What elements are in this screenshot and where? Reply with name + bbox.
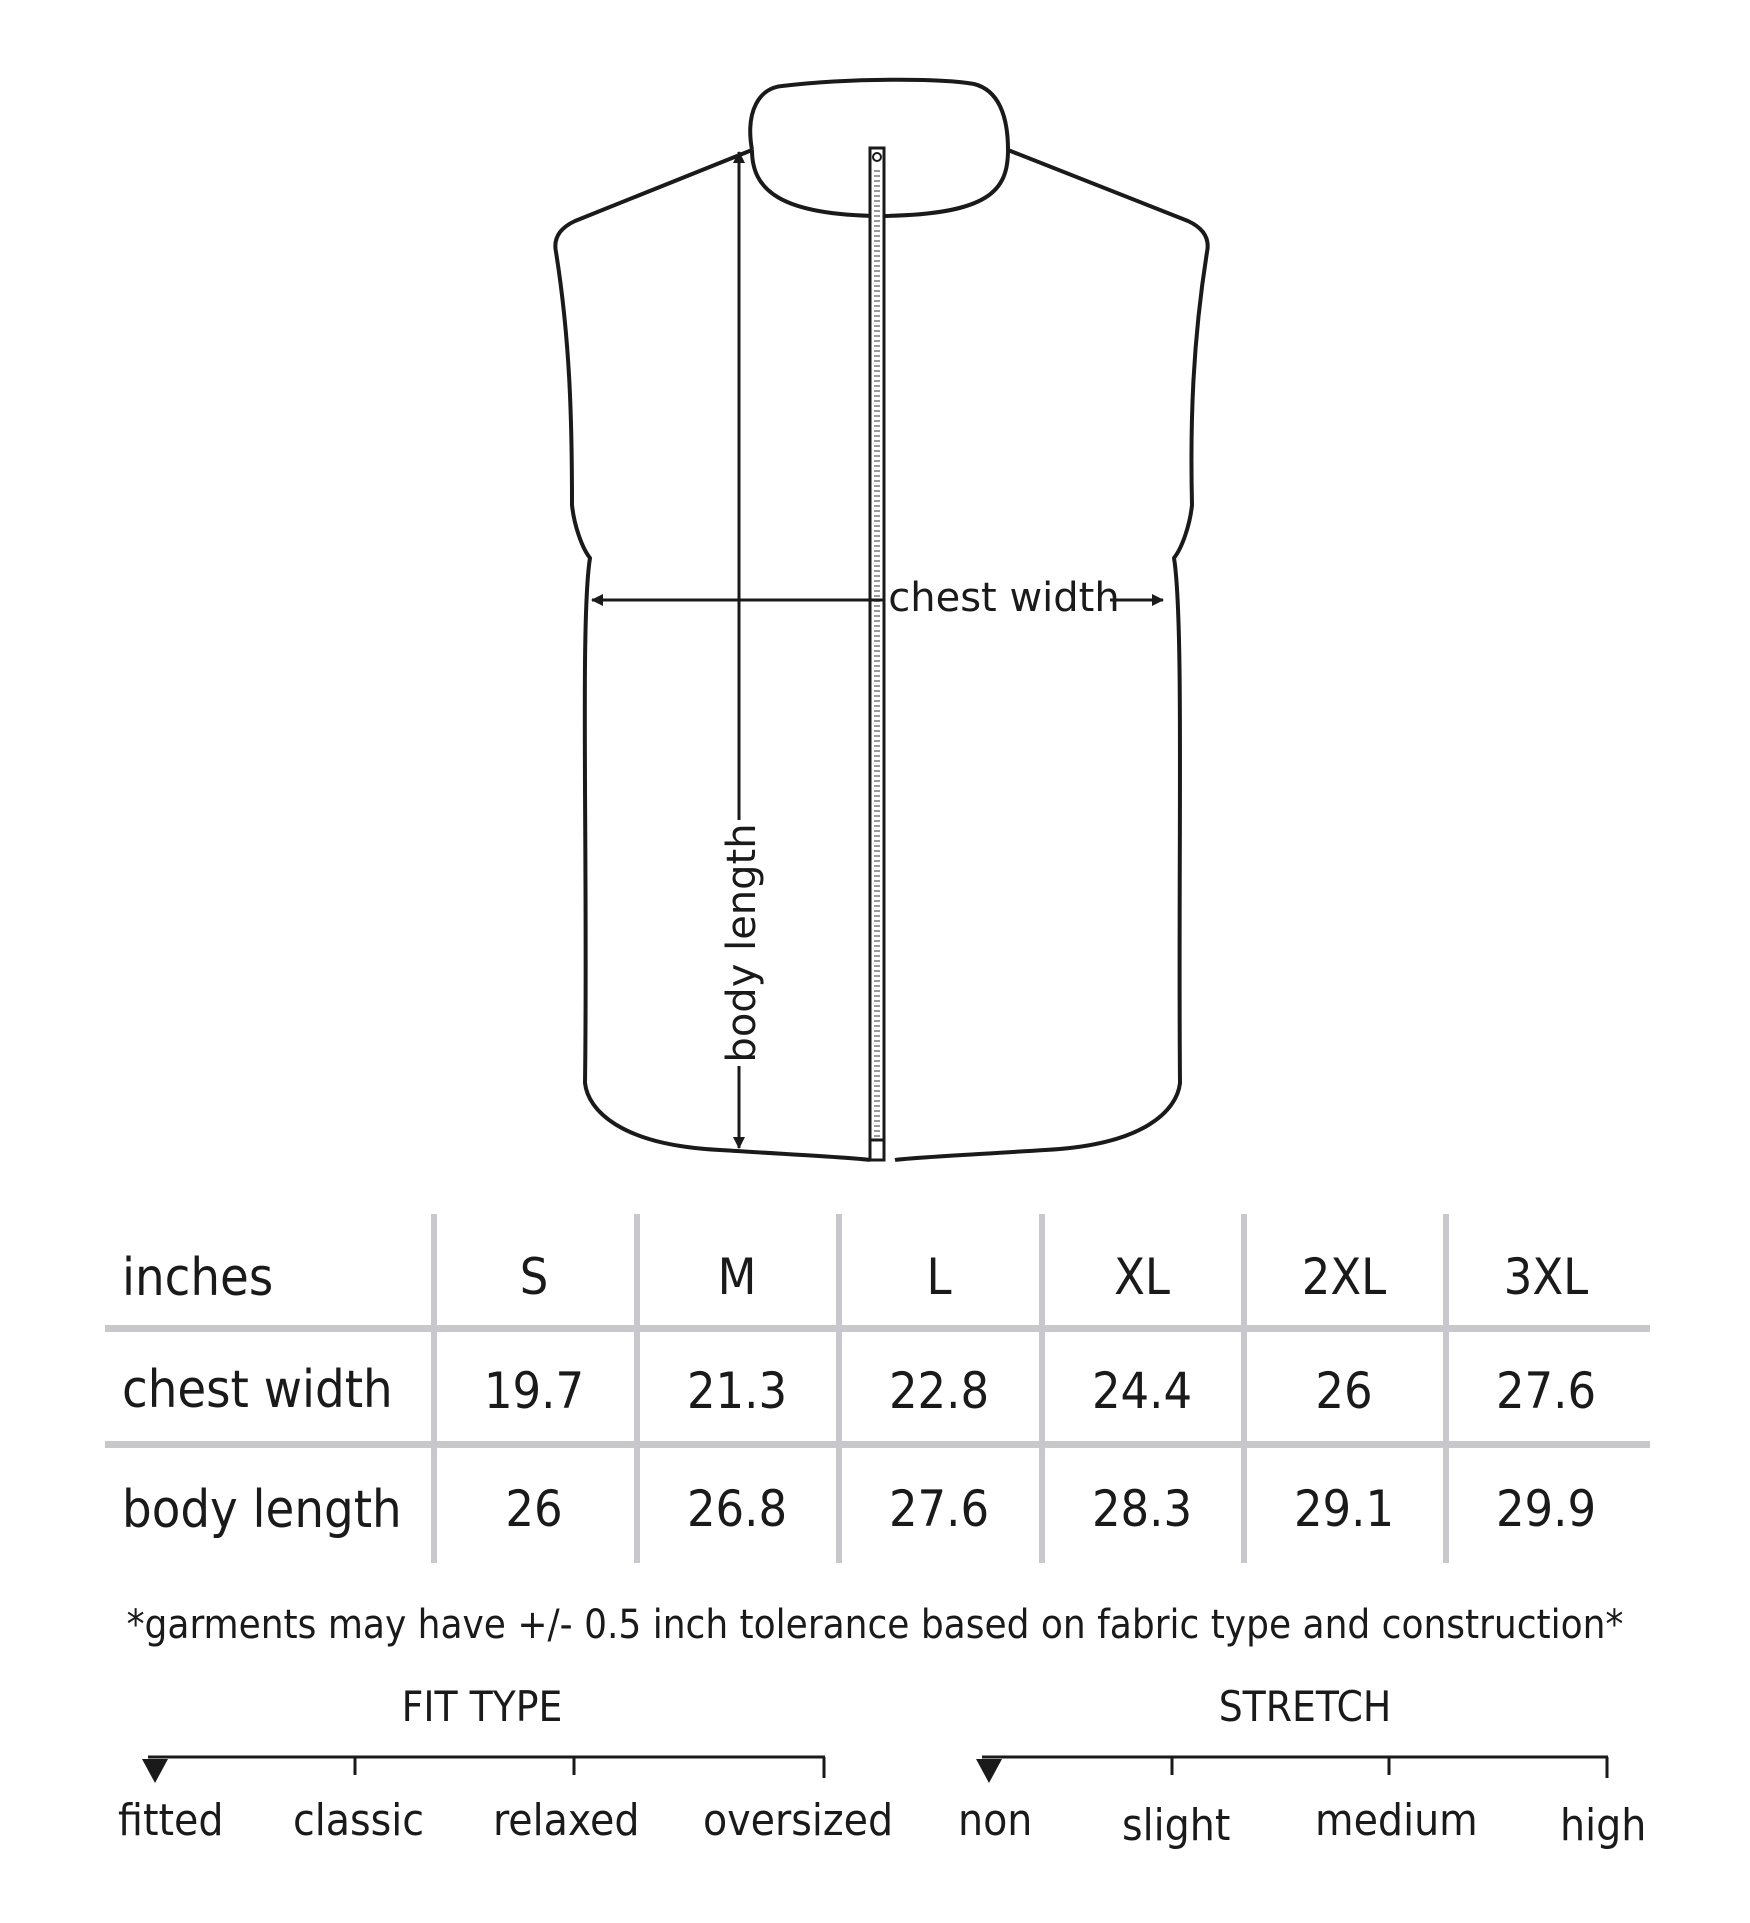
table-cell: 26 [1315, 1362, 1373, 1420]
size-header: XL [1114, 1248, 1170, 1306]
table-cell: 27.6 [888, 1480, 990, 1538]
tolerance-note: *garments may have +/- 0.5 inch tolerance based on fabric type and construction* [126, 1602, 1624, 1648]
fit-option-relaxed: relaxed [493, 1795, 640, 1846]
table-cell: 26.8 [686, 1480, 788, 1538]
table-cell: 22.8 [888, 1362, 990, 1420]
table-cell: 24.4 [1091, 1362, 1193, 1420]
table-cell: 26 [505, 1480, 563, 1538]
row-label-body-length: body length [122, 1480, 402, 1540]
stretch-marker-icon [976, 1759, 1002, 1783]
size-header: M [717, 1248, 757, 1306]
fit-option-classic: classic [293, 1795, 425, 1846]
stretch-option-high: high [1560, 1800, 1647, 1851]
size-header: L [926, 1248, 952, 1306]
stretch-title: STRETCH [1218, 1682, 1392, 1731]
stretch-option-slight: slight [1122, 1800, 1231, 1851]
table-cell: 29.1 [1293, 1480, 1395, 1538]
fit-type-title: FIT TYPE [401, 1682, 563, 1731]
size-header: 2XL [1301, 1248, 1387, 1306]
stretch-option-non: non [958, 1795, 1033, 1846]
table-cell: 27.6 [1495, 1362, 1597, 1420]
row-label-chest-width: chest width [122, 1360, 393, 1420]
size-header: S [519, 1248, 549, 1306]
table-cell: 29.9 [1495, 1480, 1597, 1538]
chest-width-label: chest width [888, 575, 1120, 621]
table-cell: 19.7 [483, 1362, 585, 1420]
fit-option-oversized: oversized [703, 1795, 894, 1846]
body-length-label: body length [719, 823, 765, 1063]
unit-label: inches [122, 1248, 274, 1308]
size-header: 3XL [1503, 1248, 1589, 1306]
table-cell: 28.3 [1091, 1480, 1193, 1538]
stretch-option-medium: medium [1315, 1795, 1478, 1846]
fit-option-fitted: fitted [118, 1795, 224, 1846]
table-cell: 21.3 [686, 1362, 788, 1420]
